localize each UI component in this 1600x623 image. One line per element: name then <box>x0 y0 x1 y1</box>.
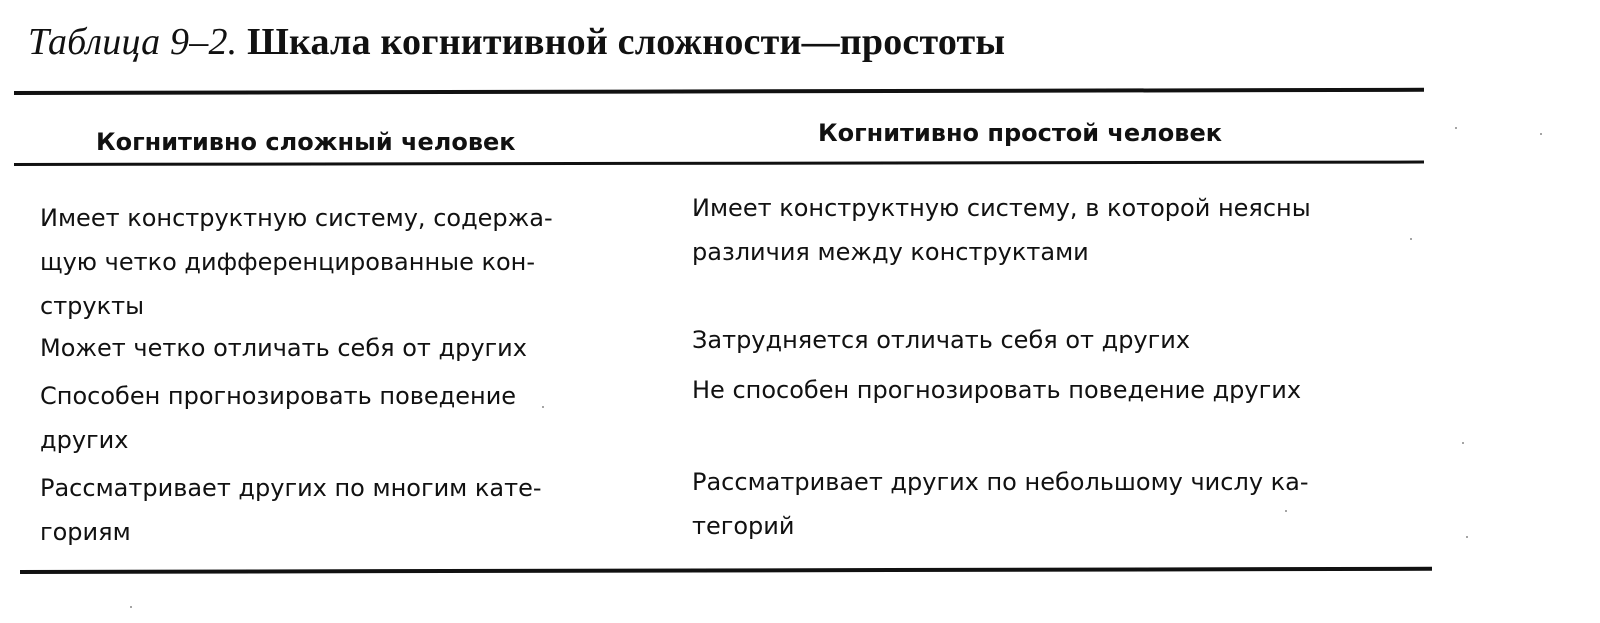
scan-speck <box>1410 238 1412 240</box>
scan-speck <box>1462 442 1464 444</box>
table-cell-simple: Рассматривает других по небольшому числу ка- тегорий <box>692 468 1309 540</box>
table-cell-simple: Затрудняется отличать себя от других <box>692 326 1191 354</box>
scan-speck <box>130 606 132 608</box>
table-bottom-rule <box>20 567 1432 574</box>
table-cell-complex: Может четко отличать себя от других <box>40 334 527 362</box>
scan-speck <box>1455 127 1457 129</box>
table-top-rule <box>14 88 1424 95</box>
table-caption <box>28 20 1005 64</box>
table-title: Шкала когнитивной сложности—простоты <box>247 21 1006 63</box>
table-header-rule <box>14 161 1424 166</box>
table-cell-complex: Способен прогнозировать поведение других <box>40 382 517 454</box>
table-cell-complex: Рассматривает других по многим кате- гориям <box>40 474 542 546</box>
scan-speck <box>1540 133 1542 135</box>
table-cell-simple: Имеет конструктную систему, в которой неясны различия между конструктами <box>692 194 1311 266</box>
column-header-complex: Когнитивно сложный человек <box>96 128 516 156</box>
table-cell-simple: Не способен прогнозировать поведение других <box>692 376 1302 404</box>
scan-speck <box>1285 510 1287 512</box>
scan-speck <box>1466 536 1468 538</box>
table-number: Таблица 9–2. <box>28 21 238 63</box>
scan-speck <box>542 406 544 408</box>
table-cell-complex: Имеет конструктную систему, содержа- щую четко дифференцированные кон- структы <box>40 204 553 320</box>
column-header-simple: Когнитивно простой человек <box>818 119 1223 147</box>
